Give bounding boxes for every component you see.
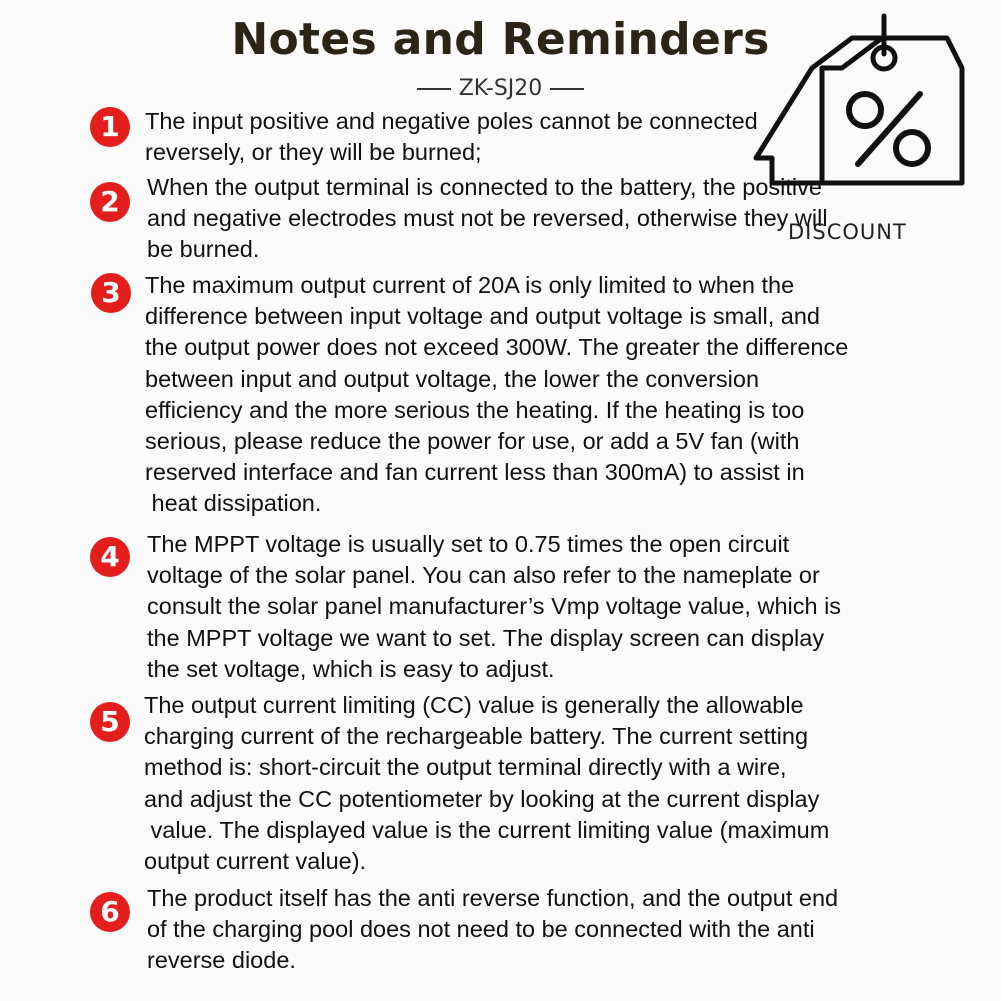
note-line: the output power does not exceed 300W. The greater the difference bbox=[145, 334, 849, 361]
note-line: The maximum output current of 20A is only limited to when the bbox=[145, 272, 795, 298]
note-line: charging current of the rechargeable battery. The current setting bbox=[144, 723, 809, 750]
discount-label: DISCOUNT bbox=[788, 220, 907, 244]
note-line: consult the solar panel manufacturer’s Vmp voltage value, which is bbox=[147, 593, 842, 620]
note-line: When the output terminal is connected to the battery, the positive bbox=[147, 174, 822, 200]
discount-tag-icon bbox=[752, 8, 992, 248]
note-line: efficiency and the more serious the heating. If the heating is too bbox=[145, 396, 805, 423]
note-line: The output current limiting (CC) value is generally the allowable bbox=[144, 692, 804, 718]
note-line: output current value). bbox=[144, 848, 367, 875]
note-text bbox=[145, 270, 848, 520]
note-line: reversely, or they will be burned; bbox=[145, 139, 482, 166]
note-text bbox=[147, 883, 838, 977]
note-line: and adjust the CC potentiometer by looking at the current display bbox=[144, 785, 820, 812]
note-line: method is: short-circuit the output terminal directly with a wire, bbox=[144, 754, 787, 781]
note-line: The input positive and negative poles cannot be connected bbox=[145, 108, 758, 134]
note-line: The MPPT voltage is usually set to 0.75 times the open circuit bbox=[147, 531, 790, 557]
note-line: heat dissipation. bbox=[145, 490, 322, 517]
page-title: Notes and Reminders bbox=[231, 14, 770, 65]
note-number-badge: 1 bbox=[90, 107, 130, 147]
note-number-badge: 2 bbox=[90, 182, 130, 222]
note-line: reserved interface and fan current less than 300mA) to assist in bbox=[145, 459, 805, 486]
note-number-badge: 3 bbox=[91, 273, 131, 313]
note-number-badge: 5 bbox=[90, 702, 130, 742]
note-line: and negative electrodes must not be reversed, otherwise they will bbox=[147, 205, 828, 232]
note-text bbox=[145, 106, 758, 168]
note-line: serious, please reduce the power for use, or add a 5V fan (with bbox=[145, 428, 800, 455]
note-line: value. The displayed value is the current limiting value (maximum bbox=[144, 816, 830, 843]
note-line: difference between input voltage and output voltage is small, and bbox=[145, 303, 820, 330]
model-code: ZK-SJ20 bbox=[458, 76, 543, 101]
note-text bbox=[147, 529, 841, 685]
note-line: the MPPT voltage we want to set. The display screen can display bbox=[147, 624, 825, 651]
note-line: be burned. bbox=[147, 236, 260, 263]
note-line: voltage of the solar panel. You can also refer to the nameplate or bbox=[147, 562, 820, 589]
note-number-badge: 6 bbox=[90, 892, 130, 932]
subtitle-dash-right bbox=[550, 88, 584, 90]
subtitle-dash-left bbox=[417, 88, 451, 90]
note-line: of the charging pool does not need to be connected with the anti bbox=[147, 916, 815, 943]
discount-tag[interactable] bbox=[752, 8, 992, 248]
note-line: reverse diode. bbox=[147, 947, 296, 974]
note-text bbox=[147, 172, 828, 266]
note-line: between input and output voltage, the lower the conversion bbox=[145, 365, 760, 392]
note-line: the set voltage, which is easy to adjust. bbox=[147, 655, 555, 682]
note-number-badge: 4 bbox=[90, 537, 130, 577]
note-line: The product itself has the anti reverse function, and the output end bbox=[147, 885, 839, 911]
note-text bbox=[144, 690, 829, 877]
